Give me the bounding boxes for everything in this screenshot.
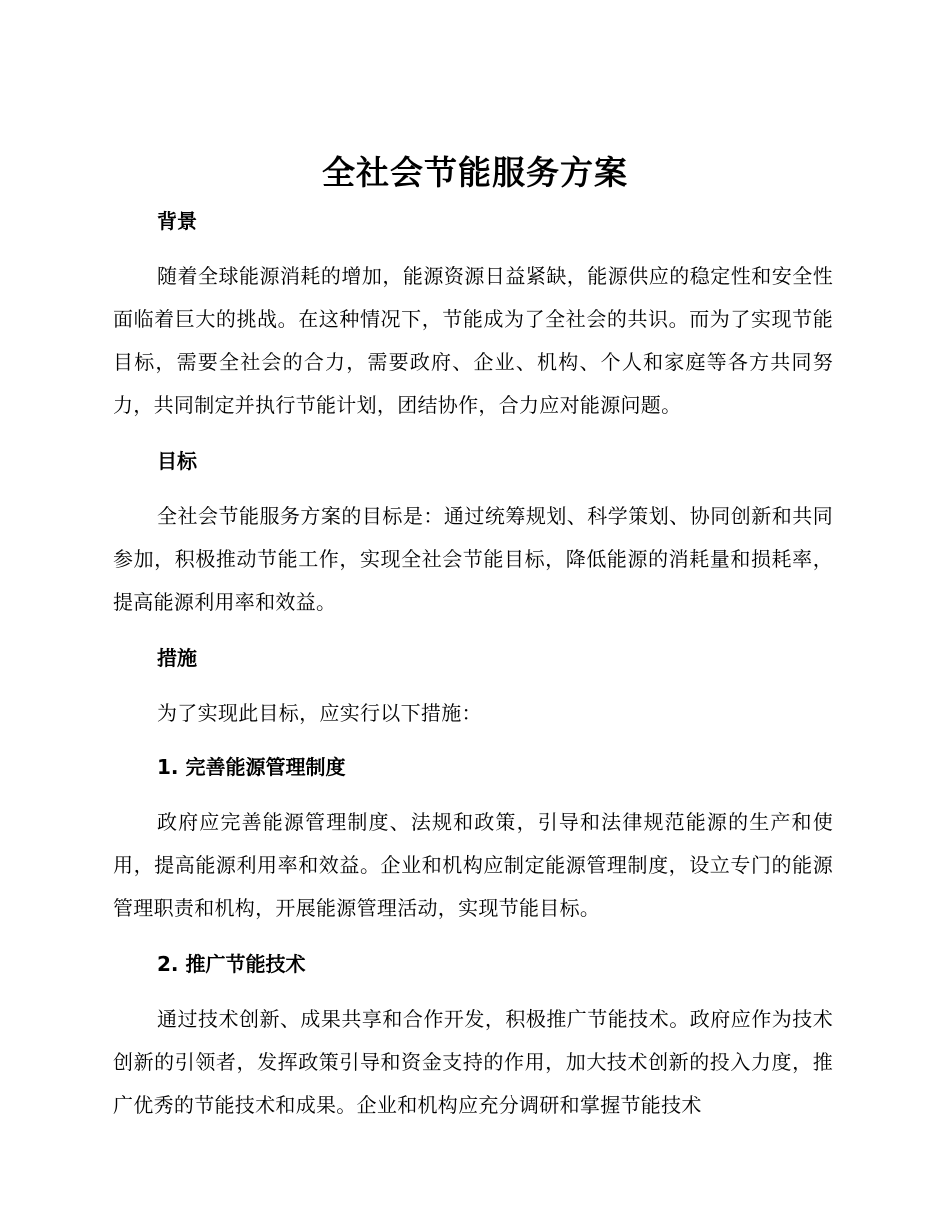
document-body (113, 201, 833, 1141)
document-title: 全社会节能服务方案 (322, 153, 628, 192)
section-heading-measure-2: 2. 推广节能技术 (157, 952, 306, 976)
paragraph-goal: 全社会节能服务方案的目标是：通过统筹规划、科学策划、协同创新和共同参加，积极推动节能工作，实现全社会节能目标，降低能源的消耗量和损耗率，提高能源利用率和效益。 (113, 504, 833, 614)
section-heading-measure-1: 1. 完善能源管理制度 (157, 755, 346, 779)
paragraph-measure-2: 通过技术创新、成果共享和合作开发，积极推广节能技术。政府应作为技术创新的引领者，发挥政策引导和资金支持的作用，加大技术创新的投入力度，推广优秀的节能技术和成果。企业和机构应充分调研和掌握节能技术 (113, 1007, 833, 1117)
paragraph-measure-1: 政府应完善能源管理制度、法规和政策，引导和法律规范能源的生产和使用，提高能源利用率和效益。企业和机构应制定能源管理制度，设立专门的能源管理职责和机构，开展能源管理活动，实现节能目标。 (113, 810, 833, 920)
section-heading-goal: 目标 (157, 449, 197, 473)
section-heading-measures: 措施 (157, 646, 197, 670)
paragraph-background: 随着全球能源消耗的增加，能源资源日益紧缺，能源供应的稳定性和安全性面临着巨大的挑战。在这种情况下，节能成为了全社会的共识。而为了实现节能目标，需要全社会的合力，需要政府、企业、机构、个人和家庭等各方共同努力，共同制定并执行节能计划，团结协作，合力应对能源问题。 (113, 264, 833, 417)
section-heading-background: 背景 (157, 209, 197, 233)
paragraph-measures-intro: 为了实现此目标，应实行以下措施： (157, 701, 482, 725)
